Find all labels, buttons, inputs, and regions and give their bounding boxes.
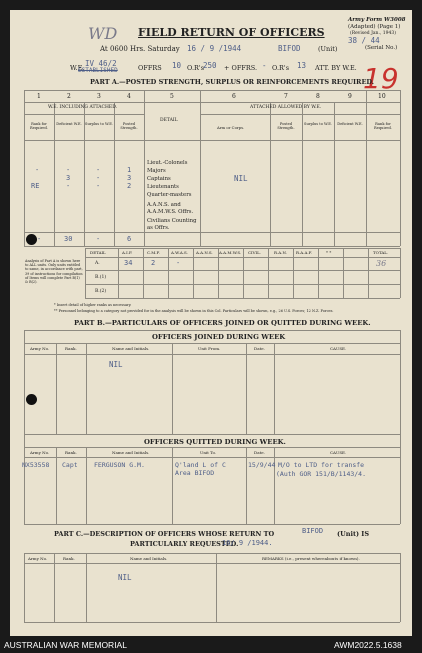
col-number: 7 [284,93,288,100]
col1-value: - [35,166,40,174]
part-c-col-head: REMARKS (i.e., present whereabouts if known). [262,556,360,561]
quitted-col-head: Date. [254,450,265,455]
joined-col-head: Unit From. [198,346,221,351]
plus-typed: - [262,61,267,70]
joined-col-head: Rank. [65,346,77,351]
col4-value: 3 [127,174,132,182]
rank-label: Majors [147,168,166,174]
col-number: 10 [378,93,386,100]
we-typed-struck: ESTABLISHED [78,67,118,74]
red-handwritten-number: 19 [363,62,399,95]
lower-row-label: B.(2) [95,289,107,294]
quitted-col-head: Army No. [30,450,50,455]
quitted-title: OFFICERS QUITTED DURING WEEK. [144,438,286,446]
lower-total: 36 [376,259,387,268]
col4-value: 1 [127,166,132,174]
footer-left: AUSTRALIAN WAR MEMORIAL [4,640,127,650]
lower-head: C.M.F. [147,250,160,255]
col3-value: - [96,174,101,182]
joined-col-head: Army No. [30,346,50,351]
col-head: Surplus to W.E. [304,122,332,126]
col2-value: 3 [66,174,71,182]
nil-value: NIL [234,174,248,183]
lower-value-cmf: 2 [151,259,156,267]
lower-head: DETAIL [90,250,106,255]
lower-head: CIVIL. [248,250,262,255]
part-c-unit: BIFOD [302,527,324,535]
quitted-date: 15/9/44 [248,461,276,469]
lower-row-label: A. [95,261,100,266]
form-ref-3: (Revised Jan., 1943) [350,31,396,36]
offrs-typed: 10 [172,61,182,70]
we-including-attached: W.E. INCLUDING ATTACHED. [48,105,118,110]
quitted-name: FERGUSON G.M. [94,461,145,469]
lower-row-label: B.(1) [95,275,107,280]
part-c-date: 16/ 9 /1944. [222,539,273,547]
col-number: 5 [170,93,174,100]
part-b-title: PART B.—PARTICULARS OF OFFICERS JOINED OR QUITTED DURING WEEK. [74,319,371,327]
date-typed: 16 / 9 /1944 [187,44,242,53]
rank-label: Quarter-masters [147,192,192,198]
col-number: 8 [316,93,320,100]
lower-head: * * [326,250,332,255]
joined-nil: NIL [109,360,123,369]
col-head: Arm or Corps. [217,125,245,130]
archive-footer [0,638,422,653]
col-head: Posted Strength. [120,122,138,130]
unit-typed: BIFOD [278,44,301,53]
quitted-col-head: Rank. [65,450,77,455]
lower-value-awas: - [176,259,181,267]
part-c-title: PART C.—DESCRIPTION OF OFFICERS WHOSE RETURN TO [54,530,275,538]
quitted-army-no: NX53558 [22,461,50,469]
lower-head: A.A.N.S. [196,250,213,255]
part-c-col-head: Army No. [28,556,48,561]
lower-head: A.I.F. [122,250,133,255]
rank-label: Lieut.-Colonels [147,160,188,166]
col-number: 1 [37,93,41,100]
joined-col-head: Date. [254,346,265,351]
col3-value: - [96,182,101,190]
quitted-cause-2: (Auth GOR 151/B/1143/4. [276,470,367,478]
rank-label: A.A.N.S. and [147,202,181,208]
document-page [10,10,412,636]
col-number: 9 [348,93,352,100]
quitted-unit-to-1: Q'land L of C [175,461,226,469]
joined-col-head: CAUSE. [330,346,347,351]
at-text: At 0600 Hrs. Saturday [100,45,180,53]
quitted-rank: Capt [62,461,78,469]
serial-typed: 38 / 44 [348,36,380,45]
rank-label: Lieutenants [147,184,179,190]
lower-value-aif: 34 [124,259,133,267]
att-label: ATT. BY W.E. [315,64,357,72]
rank-label: A.A.M.W.S. Offrs. [147,209,194,215]
lower-head: TOTAL. [373,250,389,255]
footnote-1: * Insert detail of higher ranks as necessary. [54,303,132,307]
lower-head: A.A.M.W.S. [219,250,242,255]
part-c-col-head: Rank. [63,556,75,561]
part-c-nil: NIL [118,573,132,582]
we-label: W.E. [70,64,85,72]
col-head: Deficient W.E. [56,122,82,126]
col-head: DETAIL [160,118,178,123]
serial-label: (Serial No.) [365,45,398,51]
col1-value: RE [31,182,40,190]
handwritten-mark: WD [88,24,118,43]
quitted-col-head: CAUSE. [330,450,347,455]
col-head: Posted Strength. [277,122,295,130]
footnote-2: ** Personnel belonging to a category not provided for in the analysis will be shown in this Col. Particulars will be shown, e.g., 26 U.S. Forces; 12 N.Z. Forces. [54,309,334,313]
col4-value: 2 [127,182,132,190]
total-value: - [37,235,42,243]
col-number: 2 [67,93,71,100]
total-value: - [96,235,101,243]
part-c-title-b: (Unit) IS [337,530,370,538]
lower-head: R.A.N. [274,250,287,255]
joined-col-head: Name and Initials. [112,346,150,351]
attached-allowed: ATTACHED ALLOWED BY W.E. [250,105,322,110]
quitted-cause-1: M/O to LTD for transfe [278,461,365,469]
total-value: 30 [64,235,73,243]
col2-value: - [66,182,71,190]
total-value: 6 [127,235,132,243]
ors-typed: 250 [203,61,217,70]
col2-value: - [66,166,71,174]
col-head: Surplus to W.E. [85,122,113,126]
plus-label: + OFFRS. [224,64,258,72]
lower-head: R.A.A.F. [296,250,313,255]
ors-label: O.R's [187,64,205,72]
quitted-col-head: Name and Initials. [112,450,150,455]
lower-head: A.W.A.S. [171,250,188,255]
col-head: Rank for Required. [374,122,392,130]
form-title: FIELD RETURN OF OFFICERS [138,26,325,39]
form-ref-2: (Adapted) (Page 1) [348,24,401,30]
unit-label: (Unit) [318,45,338,53]
col3-value: - [96,166,101,174]
punch-hole-top [26,234,37,245]
col-head: Deficient W.E. [337,122,363,126]
part-a-title: PART A.—POSTED STRENGTH, SURPLUS OR REINFORCEMENTS REQUIRED. [90,78,375,86]
part-c-line2: PARTICULARLY REQUESTED. [130,540,239,548]
footer-right: AWM2022.5.1638 [334,640,402,650]
col-number: 4 [127,93,131,100]
quitted-unit-to-2: Area BIFOD [175,469,215,477]
form-ref-1: Army Form W3008 [348,17,406,23]
col-head: Rank for Required. [30,122,48,130]
offrs-label: OFFRS [138,64,162,72]
analysis-note: Analysis of Part A is shown here to ALL units. Only units entitled to same, in accordance with part, 39 of instructions for compilation of Items will complete Part B(1) & B(2). [25,259,83,285]
punch-hole-bottom [26,394,37,405]
rank-label: as Offrs. [147,225,170,231]
ors2-typed: 13 [297,61,307,70]
part-c-col-head: Name and Initials. [130,556,168,561]
col-number: 6 [232,93,236,100]
ors2-label: O.R's [272,64,290,72]
col-number: 3 [97,93,101,100]
rank-label: Captains [147,176,171,182]
joined-title: OFFICERS JOINED DURING WEEK [152,333,286,341]
we-typed: IV 46/2 [85,59,117,68]
quitted-col-head: Unit To. [200,450,217,455]
rank-label: Civilians Counting [147,218,197,224]
